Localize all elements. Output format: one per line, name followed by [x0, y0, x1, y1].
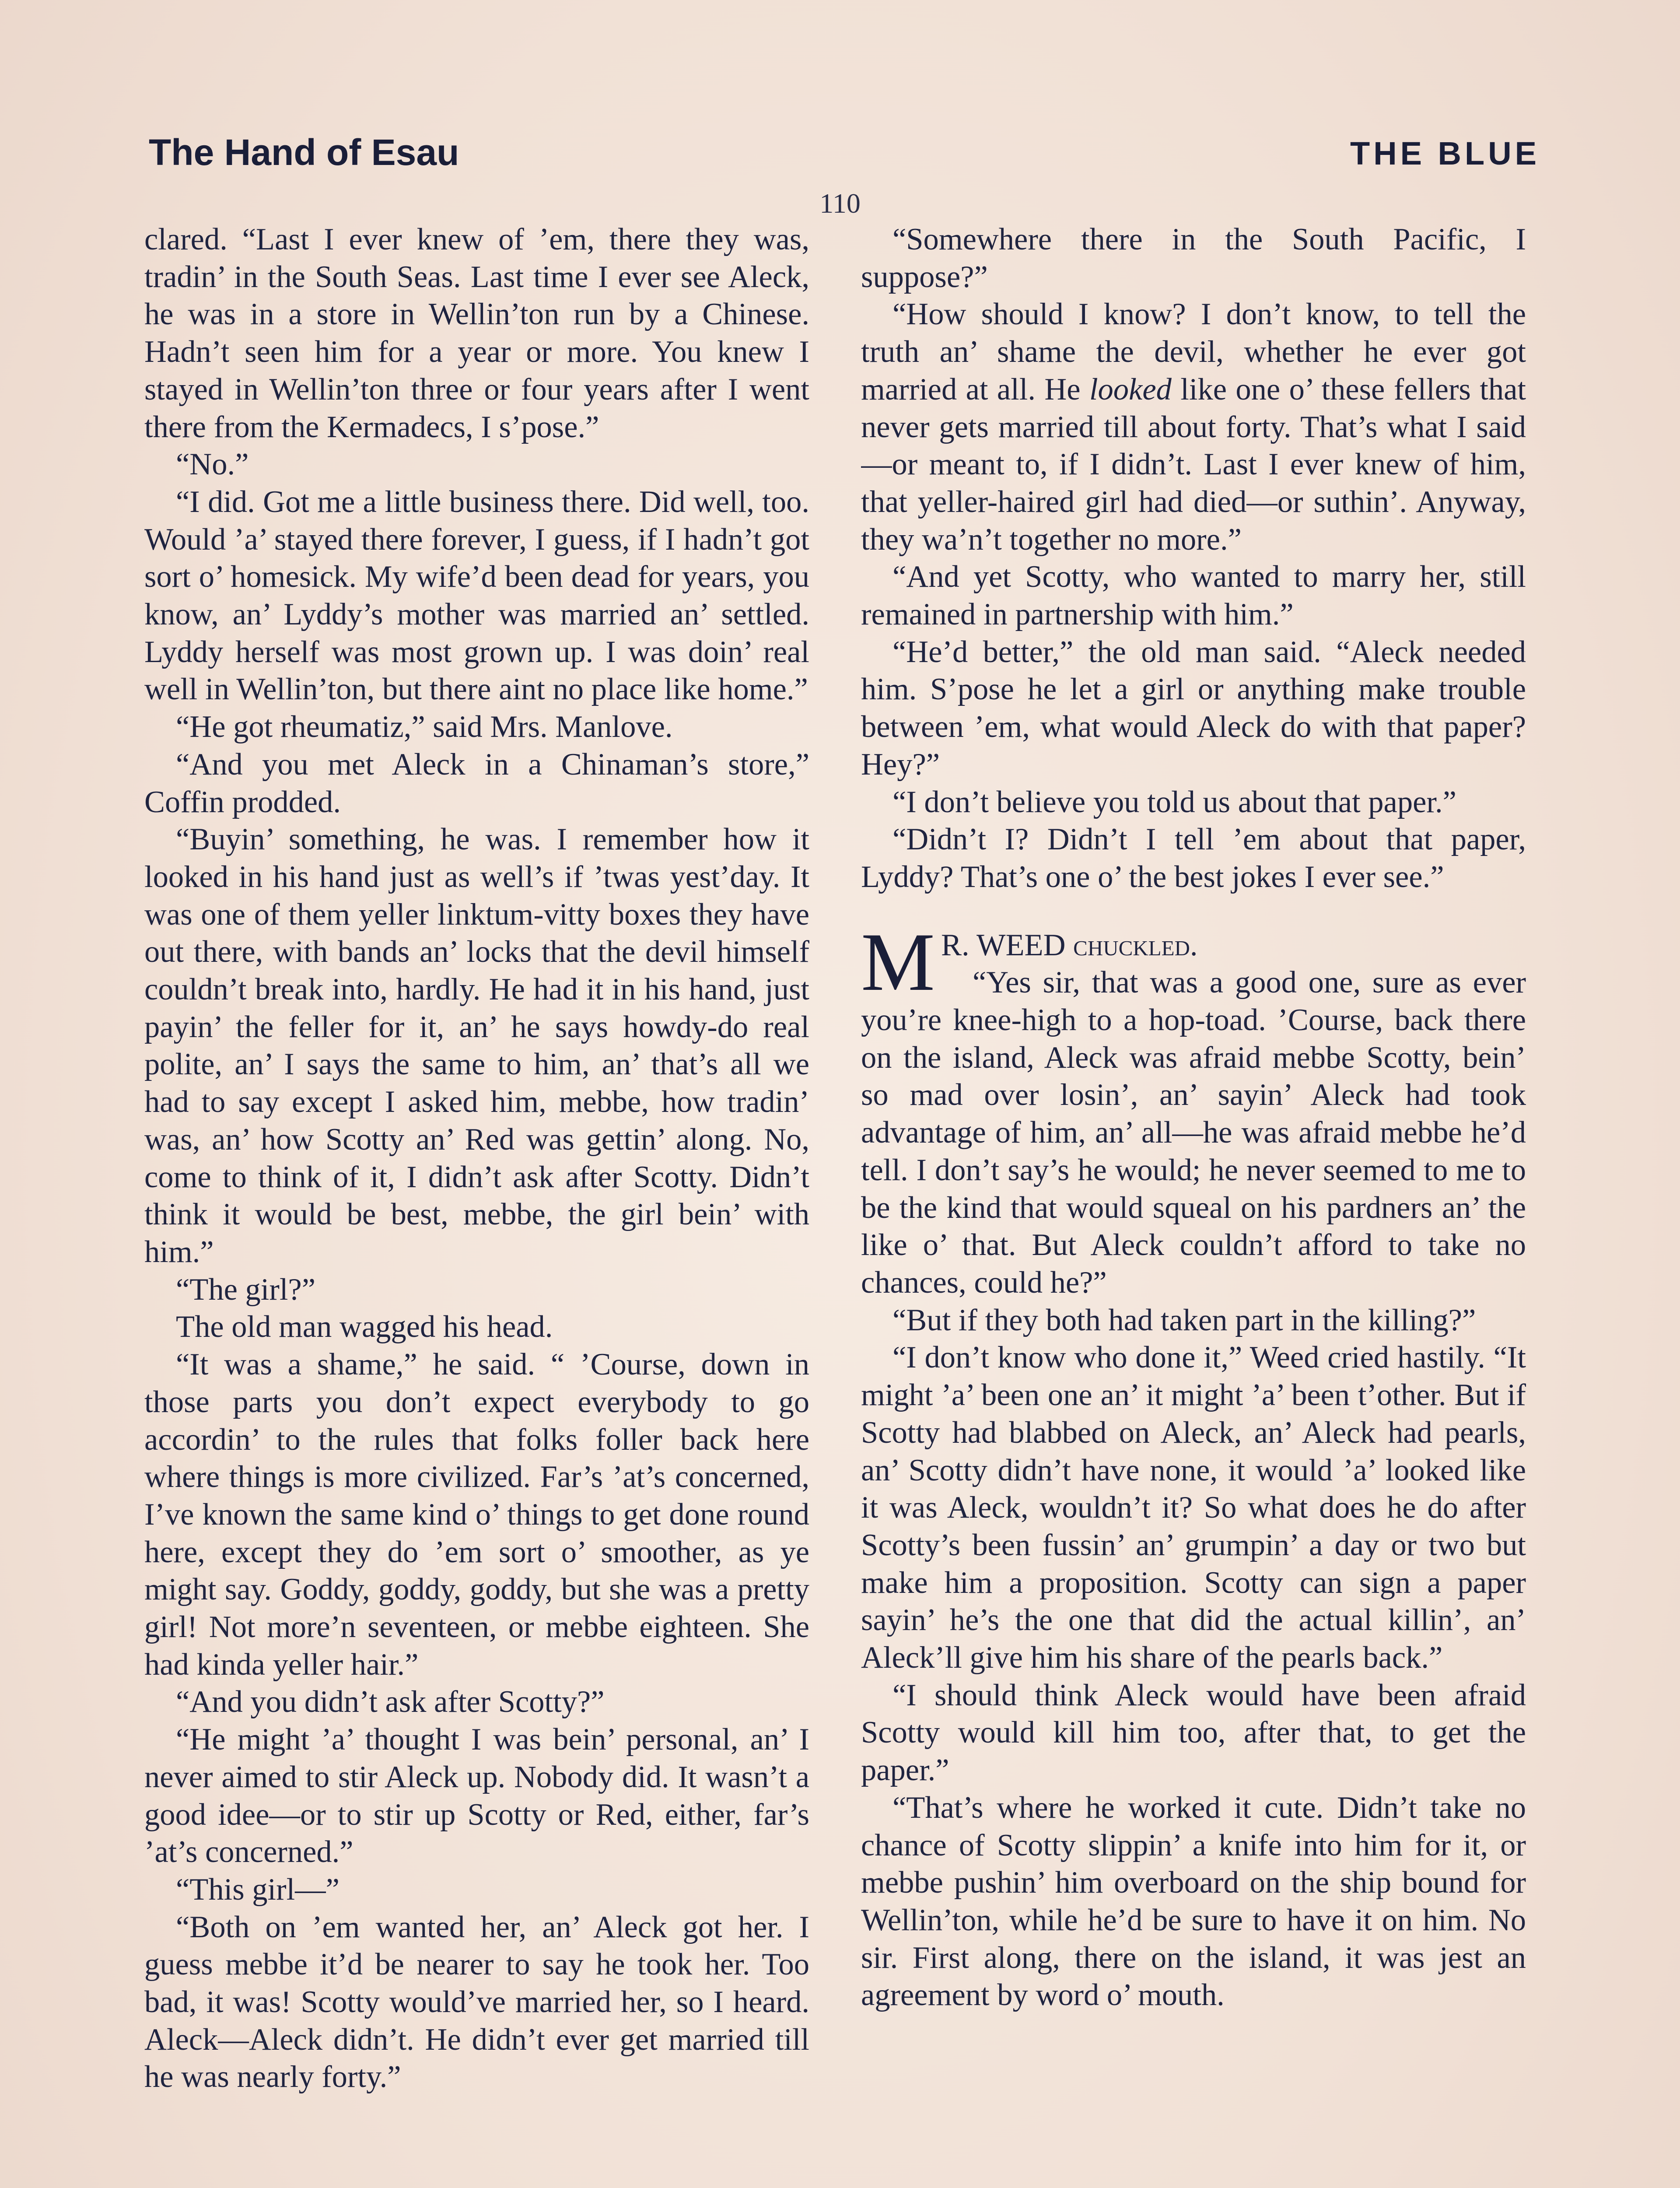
drop-cap-lead-text: R. WEED chuckled. — [941, 928, 1198, 962]
paragraph: “Didn’t I? Didn’t I tell ’em about that paper, Lyddy? That’s one o’ the best jokes I ever see.” — [861, 822, 1526, 894]
paragraph: “He’d better,” the old man said. “Aleck needed him. S’pose he let a girl or anything make trouble between ’em, what would Aleck do with that paper? Hey?” — [861, 635, 1526, 782]
paragraph: clared. “Last I ever knew of ’em, there they was, tradin’ in the South Seas. Last time I ever see Aleck, he was in a store in Wellin’ton run by a Chinese. Hadn’t seen him for a year or more. You knew I stayed in Wellin’ton three or four years after I went there from the Kermadecs, I s’pose.” — [144, 222, 809, 444]
left-text-column — [144, 221, 809, 2188]
paragraph: “It was a shame,” he said. “ ’Course, down in those parts you don’t expect everybody to go accordin’ to the rules that folks foller back here where things is more civilized. Far’s ’at’s concerned, I’ve known the same kind o’ things to get done round here, except they do ’em sort o’ smoother, as ye might say. Goddy, goddy, goddy, but she was a pretty girl! Not more’n seventeen, or mebbe eighteen. She had kinda yeller hair.” — [144, 1347, 809, 1682]
paragraph: “The girl?” — [176, 1272, 316, 1307]
paragraph: “I did. Got me a little business there. Did well, too. Would ’a’ stayed there forever, I guess, if I hadn’t got sort o’ homesick. My wife’d been dead for years, you know, an’ Lyddy’s mother was married an’ settled. Lyddy herself was most grown up. I was doin’ real well in Wellin’ton, but there aint no place like home.” — [144, 484, 809, 707]
magazine-title: THE BLUE — [1350, 135, 1540, 172]
paragraph: “That’s where he worked it cute. Didn’t take no chance of Scotty slippin’ a knife into him for it, or mebbe pushin’ him overboard on the ship bound for Wellin’ton, while he’d be sure to have it on him. No sir. First along, there on the island, it was jest an agreement by word o’ mouth. — [861, 1790, 1526, 2013]
paragraph: The old man wagged his head. — [176, 1310, 553, 1344]
paragraph: “Buyin’ something, he was. I remember how it looked in his hand just as well’s if ’twas yest’day. It was one of them yeller linktum-vitty boxes they have out there, with bands an’ locks that the devil himself couldn’t break into, hardly. He had it in his hand, just payin’ the feller for it, an’ he says howdy-do real polite, an’ I says the same to him, an’ that’s all we had to say except I asked him, mebbe, how tradin’ was, an’ how Scotty an’ Red was gettin’ along. No, come to think of it, I didn’t ask after Scotty. Didn’t think it would be best, mebbe, the girl bein’ with him.” — [144, 822, 809, 1269]
right-text-column — [861, 221, 1526, 2188]
paragraph: “He might ’a’ thought I was bein’ personal, an’ I never aimed to stir Aleck up. Nobody did. It wasn’t a good idee—or to stir up Scotty or Red, either, far’s ’at’s concerned.” — [144, 1722, 809, 1869]
paragraph: “And you didn’t ask after Scotty?” — [176, 1685, 605, 1719]
paragraph: “I don’t know who done it,” Weed cried hastily. “It might ’a’ been one an’ it might ’a’ been t’other. But if Scotty had blabbed on Aleck, an’ Aleck had pearls, an’ Scotty didn’t have none, it would ’a’ looked like it was Aleck, wouldn’t it? So what does he do after Scotty’s been fussin’ an’ grumpin’ a day or two but make him a proposition. Scotty can sign a paper sayin’ he’s the one that did the actual killin’, an’ Aleck’ll give him his share of the pearls back.” — [861, 1340, 1526, 1675]
paragraph: “I should think Aleck would have been afraid Scotty would kill him too, after that, to get the paper.” — [861, 1678, 1526, 1788]
drop-cap-paragraph — [861, 916, 1526, 1008]
paragraph: “But if they both had taken part in the killing?” — [892, 1303, 1476, 1337]
paragraph: “I don’t believe you told us about that paper.” — [892, 785, 1456, 819]
paragraph: “And you met Aleck in a Chinaman’s store,” Coffin prodded. — [144, 747, 809, 819]
page-number: 110 — [819, 188, 861, 219]
paragraph: “How should I know? I don’t know, to tell the truth an’ shame the devil, whether he ever got married at all. He looked like one o’ these fellers that never gets married till about forty. That’s what I said—or meant to, if I didn’t. Last I ever knew of him, that yeller-haired girl had died—or suthin’. Anyway, they wa’n’t together no more.” — [861, 297, 1526, 557]
story-title: The Hand of Esau — [149, 132, 459, 173]
paragraph: “No.” — [176, 447, 249, 482]
paragraph: “He got rheumatiz,” said Mrs. Manlove. — [176, 710, 673, 744]
drop-cap-letter: M — [861, 916, 935, 1008]
paragraph: “Somewhere there in the South Pacific, I suppose?” — [861, 222, 1526, 294]
paragraph: “Both on ’em wanted her, an’ Aleck got her. I guess mebbe it’d be nearer to say he took her. Too bad, it was! Scotty would’ve married her, so I heard. Aleck—Aleck didn’t. He didn’t ever get married till he was nearly forty.” — [144, 1910, 809, 2094]
emphasis: looked — [1089, 372, 1172, 407]
running-header — [149, 131, 1540, 184]
paragraph: “Yes sir, that was a good one, sure as ever you’re knee-high to a hop-toad. ’Course, back there on the island, Aleck was afraid mebbe Scotty, bein’ so mad over losin’, an’ sayin’ Aleck had took advantage of him, an’ all—he was afraid mebbe he’d tell. I don’t say’s he would; he never seemed to me to be the kind that would squeal on his pardners an’ the like o’ that. But Aleck couldn’t afford to take no chances, could he?” — [861, 965, 1526, 1300]
paragraph: “This girl—” — [176, 1872, 340, 1907]
paragraph: “And yet Scotty, who wanted to marry her, still remained in partnership with him.” — [861, 560, 1526, 632]
